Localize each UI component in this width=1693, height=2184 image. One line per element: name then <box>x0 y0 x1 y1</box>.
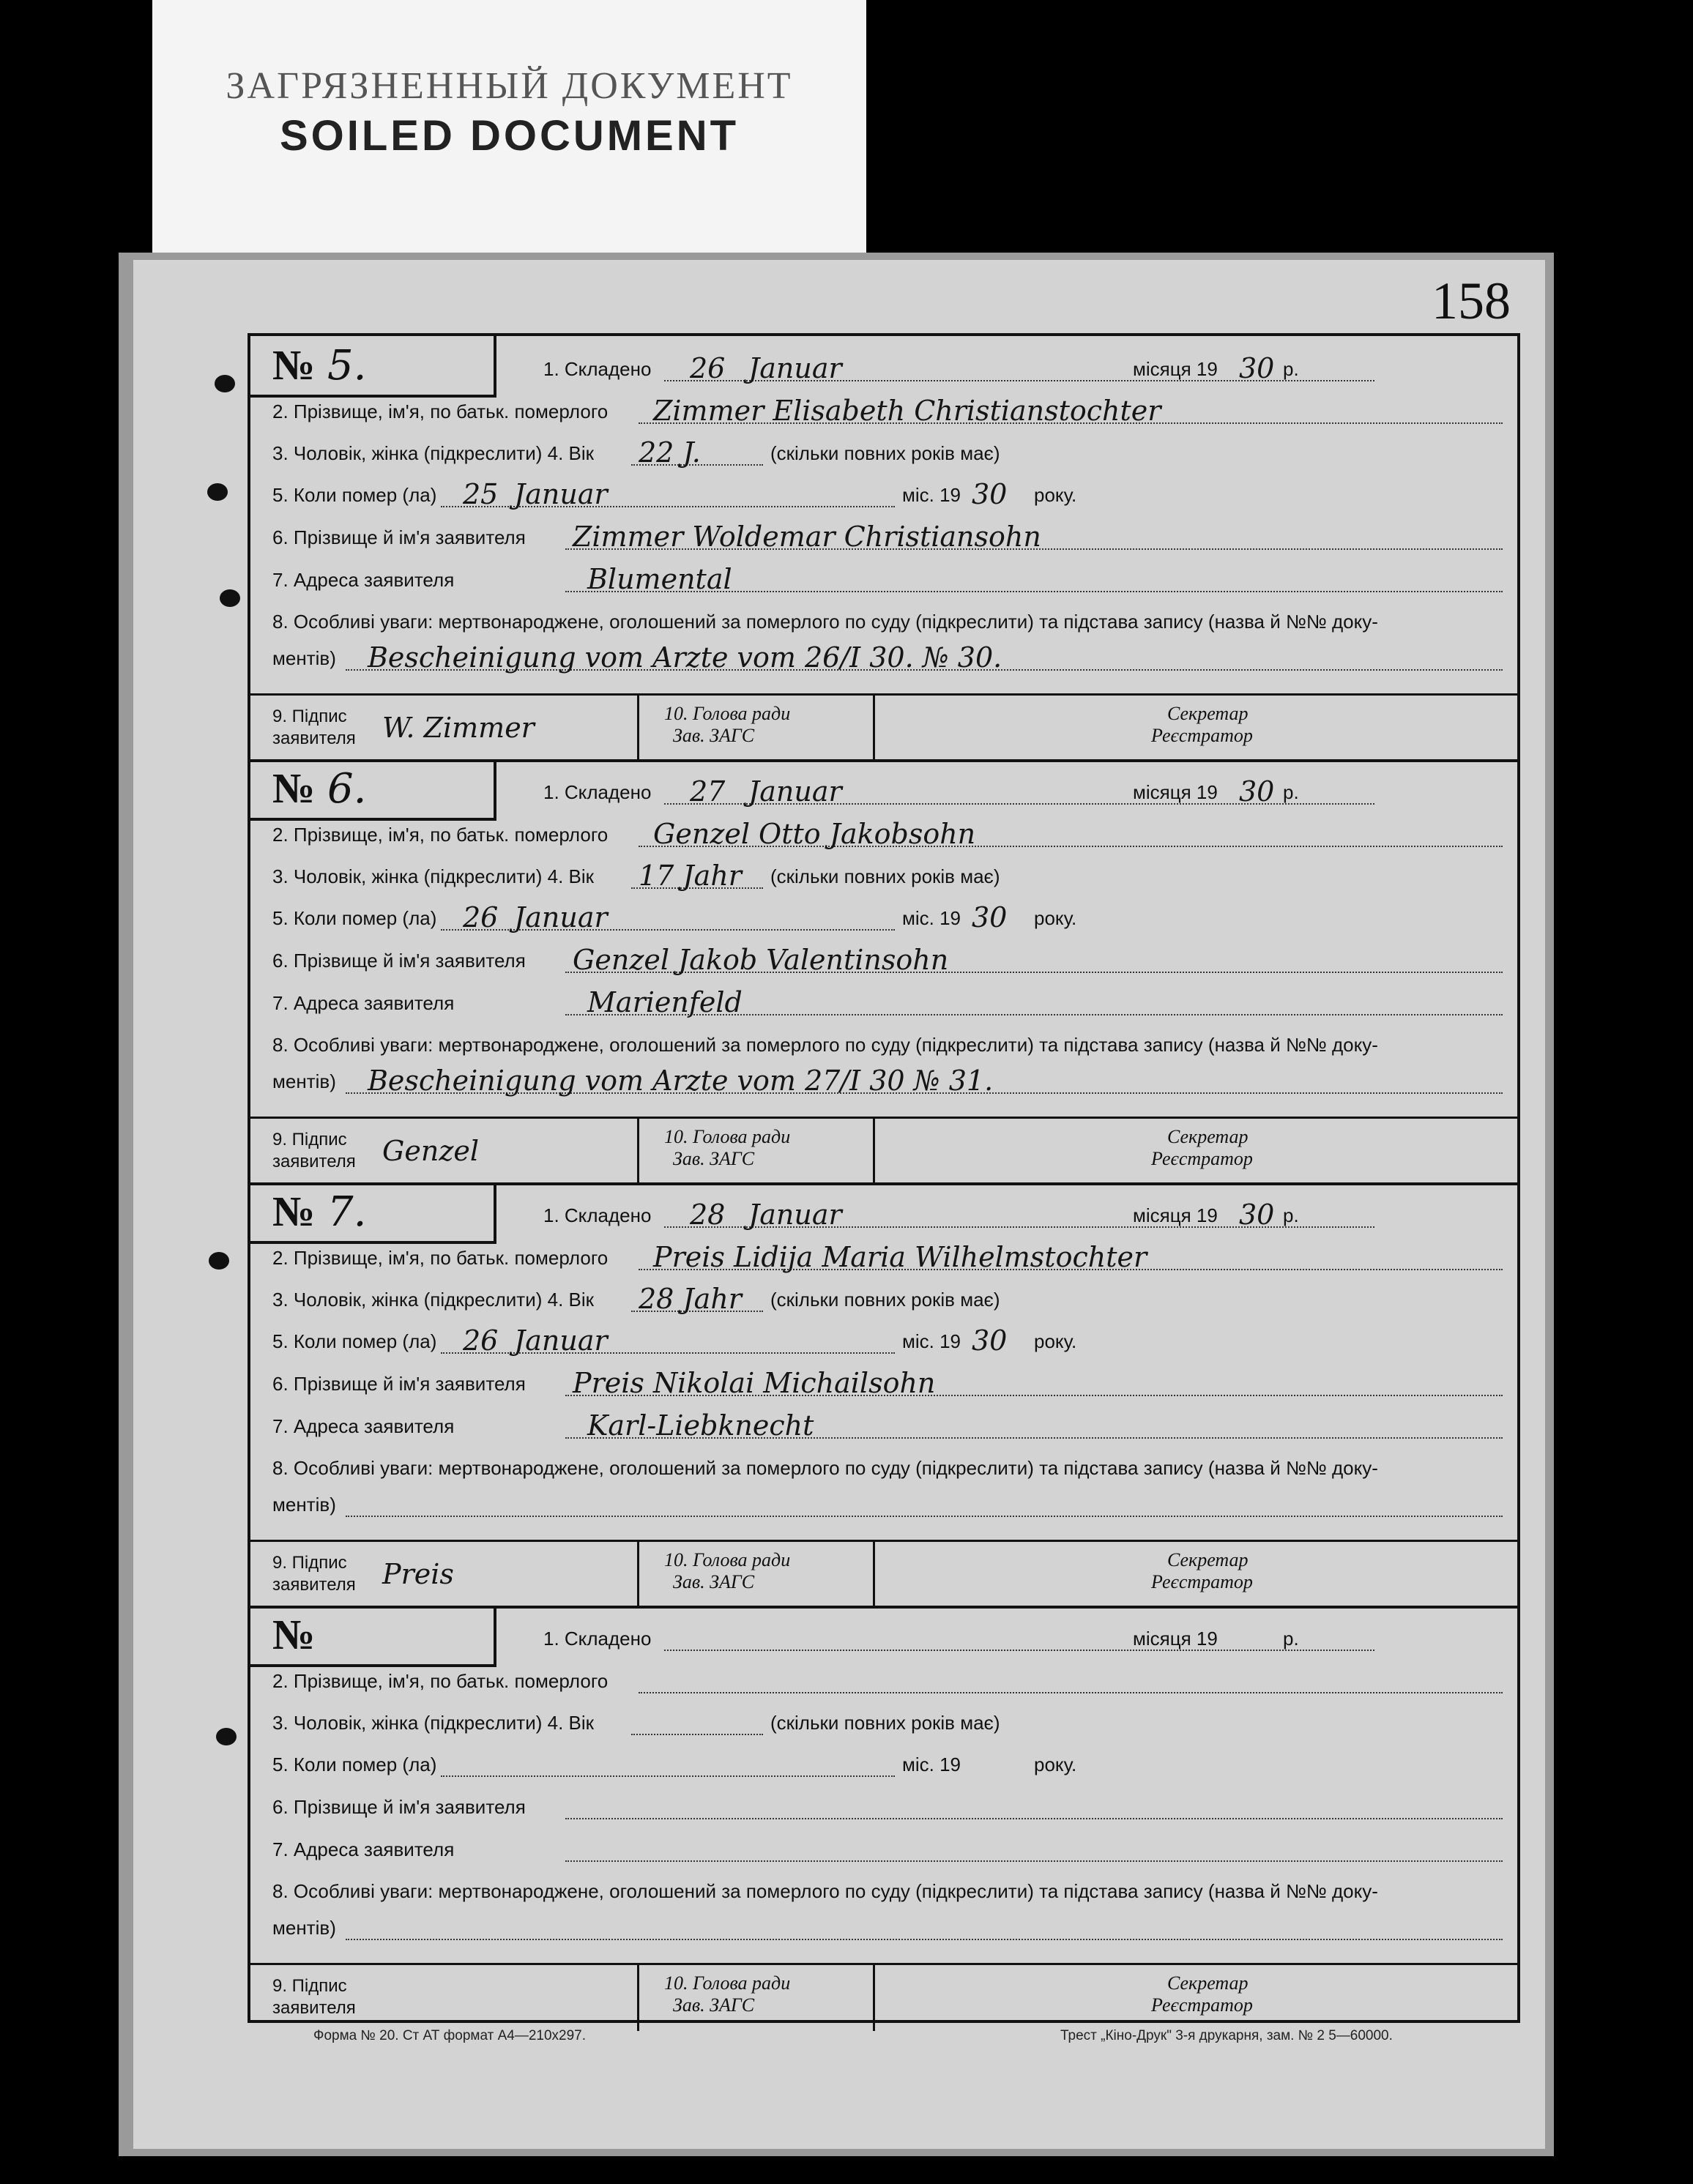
signature-row <box>250 693 1517 761</box>
label-sex-age: 3. Чоловік, жінка (підкреслити) 4. Вік <box>272 442 595 464</box>
compiled-year: 30 <box>1239 352 1275 384</box>
fill-line <box>346 1939 1503 1940</box>
secretary-label-line1: Секретар <box>1167 1126 1249 1147</box>
label-year: міс. 19 <box>902 1753 961 1775</box>
died-year: 30 <box>972 478 1008 510</box>
label-died: 5. Коли помер (ла) <box>272 484 437 506</box>
label-roku: року. <box>1034 907 1077 929</box>
page-number: 158 <box>1432 272 1511 330</box>
row-notes <box>272 1917 1503 1946</box>
head-label-line2: Зав. ЗАГС <box>673 1571 755 1592</box>
sign-label-line1: 9. Підпис <box>272 707 347 726</box>
deceased-name: Preis Lidija Maria Wilhelmstochter <box>653 1241 1147 1273</box>
fill-line <box>441 1775 895 1777</box>
sign-label-line2: заявителя <box>272 1998 356 2018</box>
label-age-note: (скільки повних років має) <box>770 1289 1000 1311</box>
row-address <box>272 1838 1503 1868</box>
soiled-document-label <box>152 0 866 267</box>
row-applicant <box>272 521 1503 556</box>
sign-label-line1: 9. Підпис <box>272 1976 347 1996</box>
fill-line <box>639 1692 1503 1693</box>
entry-number: 6. <box>327 765 367 813</box>
signature-row <box>250 1540 1517 1608</box>
row-notes <box>272 641 1503 677</box>
row-sex-age <box>272 1712 1503 1741</box>
register-entry <box>250 336 1517 762</box>
fill-line <box>664 1650 1374 1651</box>
label-roku: року. <box>1034 484 1077 506</box>
secretary-label-line2: Реєстратор <box>1151 725 1253 746</box>
secretary-label-line2: Реєстратор <box>1151 1994 1253 2016</box>
entry-number-label: № <box>272 1188 316 1235</box>
divider <box>637 1965 639 2031</box>
sign-label-line1: 9. Підпис <box>272 1130 347 1149</box>
register-entry <box>250 1606 1517 2020</box>
row-notes-label <box>272 1457 1503 1486</box>
label-r: р. <box>1283 1628 1299 1650</box>
head-label-line2: Зав. ЗАГС <box>673 1994 755 2016</box>
label-died: 5. Коли помер (ла) <box>272 1330 437 1352</box>
compiled-month: Januar <box>748 775 842 808</box>
sign-label <box>272 1552 356 1596</box>
applicant-name: Preis Nikolai Michailsohn <box>573 1367 936 1399</box>
row-sex-age <box>272 860 1503 895</box>
row-address <box>272 563 1503 598</box>
label-r: р. <box>1283 358 1299 380</box>
died-day: 25 <box>463 478 499 510</box>
row-notes-label <box>272 1034 1503 1063</box>
row-died <box>272 478 1503 513</box>
stamp-russian: ЗАГРЯЗНЕННЫЙ ДОКУМЕНТ <box>226 65 793 107</box>
died-year: 30 <box>972 1324 1008 1357</box>
applicant-name: Genzel Jakob Valentinsohn <box>573 944 949 976</box>
compiled-month: Januar <box>748 1199 842 1231</box>
applicant-signature: W. Zimmer <box>382 712 535 744</box>
fill-line <box>441 506 895 507</box>
label-notes-cont: ментів) <box>272 1070 336 1092</box>
applicant-signature: Preis <box>382 1558 454 1590</box>
secretary-label-line1: Секретар <box>1167 1972 1249 1994</box>
row-notes-label <box>272 611 1503 640</box>
secretary-label <box>1151 1972 1253 2016</box>
label-notes: 8. Особливі уваги: мертвонароджене, оголошений за померлого по суду (підкреслити) та підстава запису (назва й №№ доку- <box>272 1880 1378 1902</box>
row-deceased <box>272 395 1503 430</box>
row-notes-label <box>272 1880 1503 1909</box>
secretary-label-line1: Секретар <box>1167 1549 1249 1570</box>
secretary-label <box>1151 1549 1253 1593</box>
head-label-line2: Зав. ЗАГС <box>673 725 755 746</box>
label-year: міс. 19 <box>902 907 961 929</box>
head-label <box>664 703 790 747</box>
applicant-signature: Genzel <box>382 1135 479 1167</box>
divider <box>637 1119 639 1185</box>
row-sex-age <box>272 436 1503 472</box>
age: 17 Jahr <box>639 860 742 892</box>
applicant-address: Marienfeld <box>587 986 743 1018</box>
head-label <box>664 1549 790 1593</box>
sign-label-line1: 9. Підпис <box>272 1553 347 1573</box>
label-notes-cont: ментів) <box>272 1494 336 1516</box>
row-sex-age <box>272 1283 1503 1318</box>
label-r: р. <box>1283 1204 1299 1226</box>
sign-label <box>272 1129 356 1173</box>
secretary-label <box>1151 703 1253 747</box>
sign-label-line2: заявителя <box>272 1152 356 1171</box>
label-age-note: (скільки повних років має) <box>770 865 1000 887</box>
died-month: Januar <box>514 478 608 510</box>
label-month: місяця 19 <box>1133 781 1218 803</box>
label-address: 7. Адреса заявителя <box>272 569 455 591</box>
died-month: Januar <box>514 901 608 933</box>
fill-line <box>631 1734 763 1735</box>
applicant-address: Blumental <box>587 563 732 595</box>
divider <box>637 696 639 761</box>
notes: Bescheinigung vom Arzte vom 27/I 30 № 31. <box>368 1065 994 1097</box>
label-applicant: 6. Прізвище й ім'я заявителя <box>272 950 526 972</box>
row-applicant <box>272 1367 1503 1402</box>
signature-row <box>250 1117 1517 1185</box>
compiled-day: 27 <box>690 775 726 808</box>
head-label <box>664 1126 790 1170</box>
died-day: 26 <box>463 901 499 933</box>
compiled-year: 30 <box>1239 1199 1275 1231</box>
label-age-note: (скільки повних років має) <box>770 442 1000 464</box>
fill-line <box>565 1818 1503 1819</box>
label-month: місяця 19 <box>1133 1204 1218 1226</box>
register-entry <box>250 1182 1517 1609</box>
entry-number-label: № <box>272 1611 316 1658</box>
label-notes: 8. Особливі уваги: мертвонароджене, оголошений за померлого по суду (підкреслити) та підстава запису (назва й №№ доку- <box>272 1457 1378 1479</box>
row-compiled <box>272 775 1503 810</box>
row-compiled <box>272 1199 1503 1234</box>
sign-label-line2: заявителя <box>272 728 356 748</box>
label-deceased: 2. Прізвище, ім'я, по батьк. померлого <box>272 1670 609 1692</box>
punch-hole <box>207 483 228 501</box>
label-compiled: 1. Складено <box>543 781 652 803</box>
punch-hole <box>215 375 235 392</box>
died-month: Januar <box>514 1324 608 1357</box>
label-sex-age: 3. Чоловік, жінка (підкреслити) 4. Вік <box>272 865 595 887</box>
head-label-line1: 10. Голова ради <box>664 1972 791 1994</box>
label-applicant: 6. Прізвище й ім'я заявителя <box>272 1796 526 1818</box>
age: 22 J. <box>639 436 701 469</box>
sign-label <box>272 706 356 750</box>
divider <box>637 1542 639 1608</box>
label-compiled: 1. Складено <box>543 358 652 380</box>
secretary-label <box>1151 1126 1253 1170</box>
compiled-year: 30 <box>1239 775 1275 808</box>
applicant-address: Karl-Liebknecht <box>587 1409 814 1442</box>
label-address: 7. Адреса заявителя <box>272 1415 455 1437</box>
label-roku: року. <box>1034 1330 1077 1352</box>
fill-line <box>441 1352 895 1354</box>
label-month: місяця 19 <box>1133 1628 1218 1650</box>
label-applicant: 6. Прізвище й ім'я заявителя <box>272 526 526 548</box>
age: 28 Jahr <box>639 1283 742 1315</box>
head-label-line1: 10. Голова ради <box>664 1549 791 1570</box>
compiled-day: 26 <box>690 352 726 384</box>
fill-line <box>441 929 895 931</box>
row-died <box>272 901 1503 936</box>
entry-number-label: № <box>272 764 316 812</box>
entry-number-label: № <box>272 341 316 389</box>
label-address: 7. Адреса заявителя <box>272 1838 455 1860</box>
row-notes <box>272 1065 1503 1100</box>
died-year: 30 <box>972 901 1008 933</box>
label-year: міс. 19 <box>902 484 961 506</box>
row-deceased <box>272 1241 1503 1276</box>
row-address <box>272 1409 1503 1445</box>
divider <box>873 1119 875 1185</box>
divider <box>873 1542 875 1608</box>
label-notes: 8. Особливі уваги: мертвонароджене, оголошений за померлого по суду (підкреслити) та підстава запису (назва й №№ доку- <box>272 1034 1378 1056</box>
label-sex-age: 3. Чоловік, жінка (підкреслити) 4. Вік <box>272 1289 595 1311</box>
died-day: 26 <box>463 1324 499 1357</box>
footer-form-code: Форма № 20. Ст АТ формат А4—210х297. <box>313 2028 586 2043</box>
label-deceased: 2. Прізвище, ім'я, по батьк. померлого <box>272 1247 609 1269</box>
label-r: р. <box>1283 781 1299 803</box>
label-deceased: 2. Прізвище, ім'я, по батьк. померлого <box>272 824 609 846</box>
label-notes: 8. Особливі уваги: мертвонароджене, оголошений за померлого по суду (підкреслити) та підстава запису (назва й №№ доку- <box>272 611 1378 633</box>
label-roku: року. <box>1034 1753 1077 1775</box>
label-died: 5. Коли помер (ла) <box>272 907 437 929</box>
label-compiled: 1. Складено <box>543 1204 652 1226</box>
deceased-name: Zimmer Elisabeth Christianstochter <box>653 395 1161 427</box>
head-label-line1: 10. Голова ради <box>664 1126 791 1147</box>
label-address: 7. Адреса заявителя <box>272 992 455 1014</box>
label-year: міс. 19 <box>902 1330 961 1352</box>
label-month: місяця 19 <box>1133 358 1218 380</box>
divider <box>873 1965 875 2031</box>
row-deceased <box>272 818 1503 853</box>
row-died <box>272 1324 1503 1360</box>
row-died <box>272 1753 1503 1783</box>
label-compiled: 1. Складено <box>543 1628 652 1650</box>
punch-hole <box>216 1728 237 1745</box>
row-address <box>272 986 1503 1021</box>
label-sex-age: 3. Чоловік, жінка (підкреслити) 4. Вік <box>272 1712 595 1734</box>
label-applicant: 6. Прізвище й ім'я заявителя <box>272 1373 526 1395</box>
label-notes-cont: ментів) <box>272 647 336 669</box>
row-deceased <box>272 1670 1503 1699</box>
fill-line <box>565 1860 1503 1862</box>
row-compiled <box>272 1628 1503 1657</box>
death-register-form <box>248 333 1520 2023</box>
row-applicant <box>272 1796 1503 1825</box>
punch-hole <box>220 589 240 607</box>
compiled-day: 28 <box>690 1199 726 1231</box>
label-died: 5. Коли помер (ла) <box>272 1753 437 1775</box>
secretary-label-line2: Реєстратор <box>1151 1571 1253 1592</box>
register-entry <box>250 759 1517 1185</box>
footer-printer: Трест „Кіно-Друк" 3-я друкарня, зам. № 2 5—60000. <box>1060 2028 1393 2043</box>
secretary-label-line1: Секретар <box>1167 703 1249 724</box>
sign-label <box>272 1975 356 2019</box>
punch-hole <box>209 1252 229 1270</box>
compiled-month: Januar <box>748 352 842 384</box>
sign-label-line2: заявителя <box>272 1575 356 1595</box>
secretary-label-line2: Реєстратор <box>1151 1148 1253 1169</box>
label-deceased: 2. Прізвище, ім'я, по батьк. померлого <box>272 400 609 422</box>
head-label <box>664 1972 790 2016</box>
head-label-line1: 10. Голова ради <box>664 703 791 724</box>
fill-line <box>346 1516 1503 1517</box>
signature-row <box>250 1963 1517 2031</box>
entry-number: 5. <box>327 342 367 390</box>
row-compiled <box>272 352 1503 387</box>
label-age-note: (скільки повних років має) <box>770 1712 1000 1734</box>
entry-number: 7. <box>327 1188 367 1236</box>
label-notes-cont: ментів) <box>272 1917 336 1939</box>
deceased-name: Genzel Otto Jakobsohn <box>653 818 976 850</box>
head-label-line2: Зав. ЗАГС <box>673 1148 755 1169</box>
applicant-name: Zimmer Woldemar Christiansohn <box>573 521 1041 553</box>
stamp-english: SOILED DOCUMENT <box>279 112 740 160</box>
row-applicant <box>272 944 1503 979</box>
row-notes <box>272 1494 1503 1523</box>
divider <box>873 696 875 761</box>
notes: Bescheinigung vom Arzte vom 26/I 30. № 30. <box>368 641 1002 674</box>
